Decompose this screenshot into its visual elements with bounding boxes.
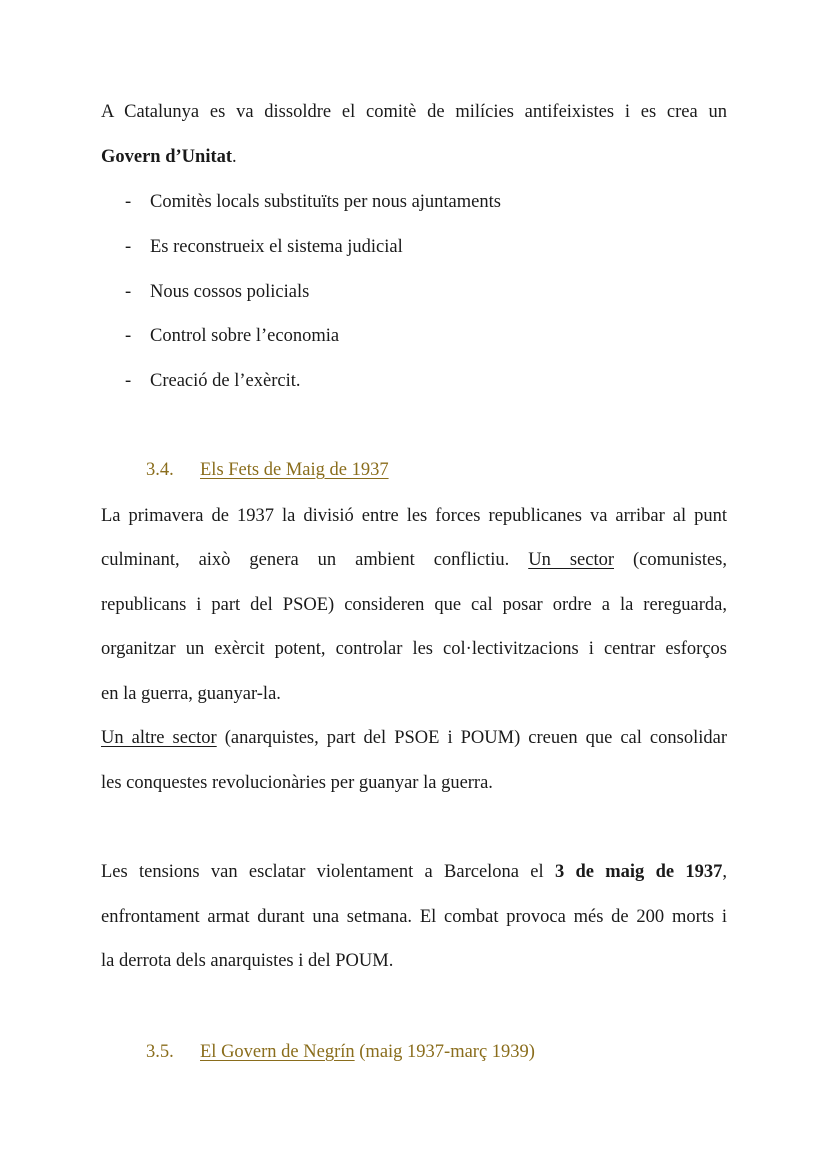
- para2-line-1: [101, 860, 727, 884]
- para1-line-5: en la guerra, guanyar-la.: [101, 684, 281, 704]
- bullet-dash: -: [125, 237, 132, 257]
- para1-line-4: organitzar un exèrcit potent, controlar les col·lectivitzacions i centrar esforços: [101, 639, 727, 659]
- section-number: 3.4.: [146, 460, 174, 480]
- list-item-text: Control sobre l’economia: [150, 326, 340, 346]
- list-item-text: Es reconstrueix el sistema judicial: [150, 237, 403, 257]
- un-sector-underlined: Un sector: [528, 550, 614, 570]
- bullet-dash: -: [125, 326, 132, 346]
- section-heading-3-4: [146, 458, 389, 482]
- para2-line-3: la derrota dels anarquistes i del POUM.: [101, 951, 394, 971]
- intro-line-1: A Catalunya es va dissoldre el comitè de milícies antifeixistes i es crea un: [101, 102, 727, 122]
- list-item-text: Nous cossos policials: [150, 282, 310, 302]
- bullet-dash: -: [125, 282, 132, 302]
- section-title-link[interactable]: Els Fets de Maig de 1937: [200, 460, 389, 480]
- list-item: [125, 235, 403, 259]
- list-item: [125, 369, 300, 393]
- para1-line-3: republicans i part del PSOE) consideren que cal posar ordre a la rereguarda,: [101, 595, 727, 615]
- section-number: 3.5.: [146, 1042, 174, 1062]
- list-item: [125, 190, 501, 214]
- bullet-dash: -: [125, 192, 132, 212]
- list-item-text: Creació de l’exèrcit.: [150, 371, 301, 391]
- para1-line-2-end: (comunistes,: [632, 550, 728, 570]
- para1-line-2-start: culminant, això genera un ambient conflictiu.: [101, 550, 510, 570]
- para1-line-2: [101, 548, 727, 572]
- list-item: [125, 280, 309, 304]
- un-altre-sector-underlined: Un altre sector: [101, 728, 217, 748]
- para1-line-7: les conquestes revolucionàries per guanyar la guerra.: [101, 773, 493, 793]
- para2-line-2: enfrontament armat durant una setmana. El combat provoca més de 200 morts i: [101, 907, 727, 927]
- list-item: [125, 324, 339, 348]
- date-bold: 3 de maig de 1937: [554, 862, 723, 882]
- intro-period: .: [232, 147, 237, 167]
- section-title-link[interactable]: El Govern de Negrín: [200, 1042, 355, 1062]
- para1-line-6: [101, 726, 727, 750]
- para2-comma: ,: [722, 862, 727, 882]
- section-heading-3-5: [146, 1040, 535, 1064]
- section-subtitle: (maig 1937-març 1939): [359, 1042, 535, 1062]
- intro-line-2: [101, 145, 727, 169]
- para1-line-6-end: (anarquistes, part del PSOE i POUM) creuen que cal consolidar: [224, 728, 727, 748]
- para2-line-1-start: Les tensions van esclatar violentament a Barcelona el: [101, 862, 544, 882]
- list-item-text: Comitès locals substituïts per nous ajuntaments: [150, 192, 501, 212]
- bullet-dash: -: [125, 371, 132, 391]
- para1-line-1: La primavera de 1937 la divisió entre les forces republicanes va arribar al punt: [101, 506, 727, 526]
- govern-unitat-bold: Govern d’Unitat: [101, 147, 233, 167]
